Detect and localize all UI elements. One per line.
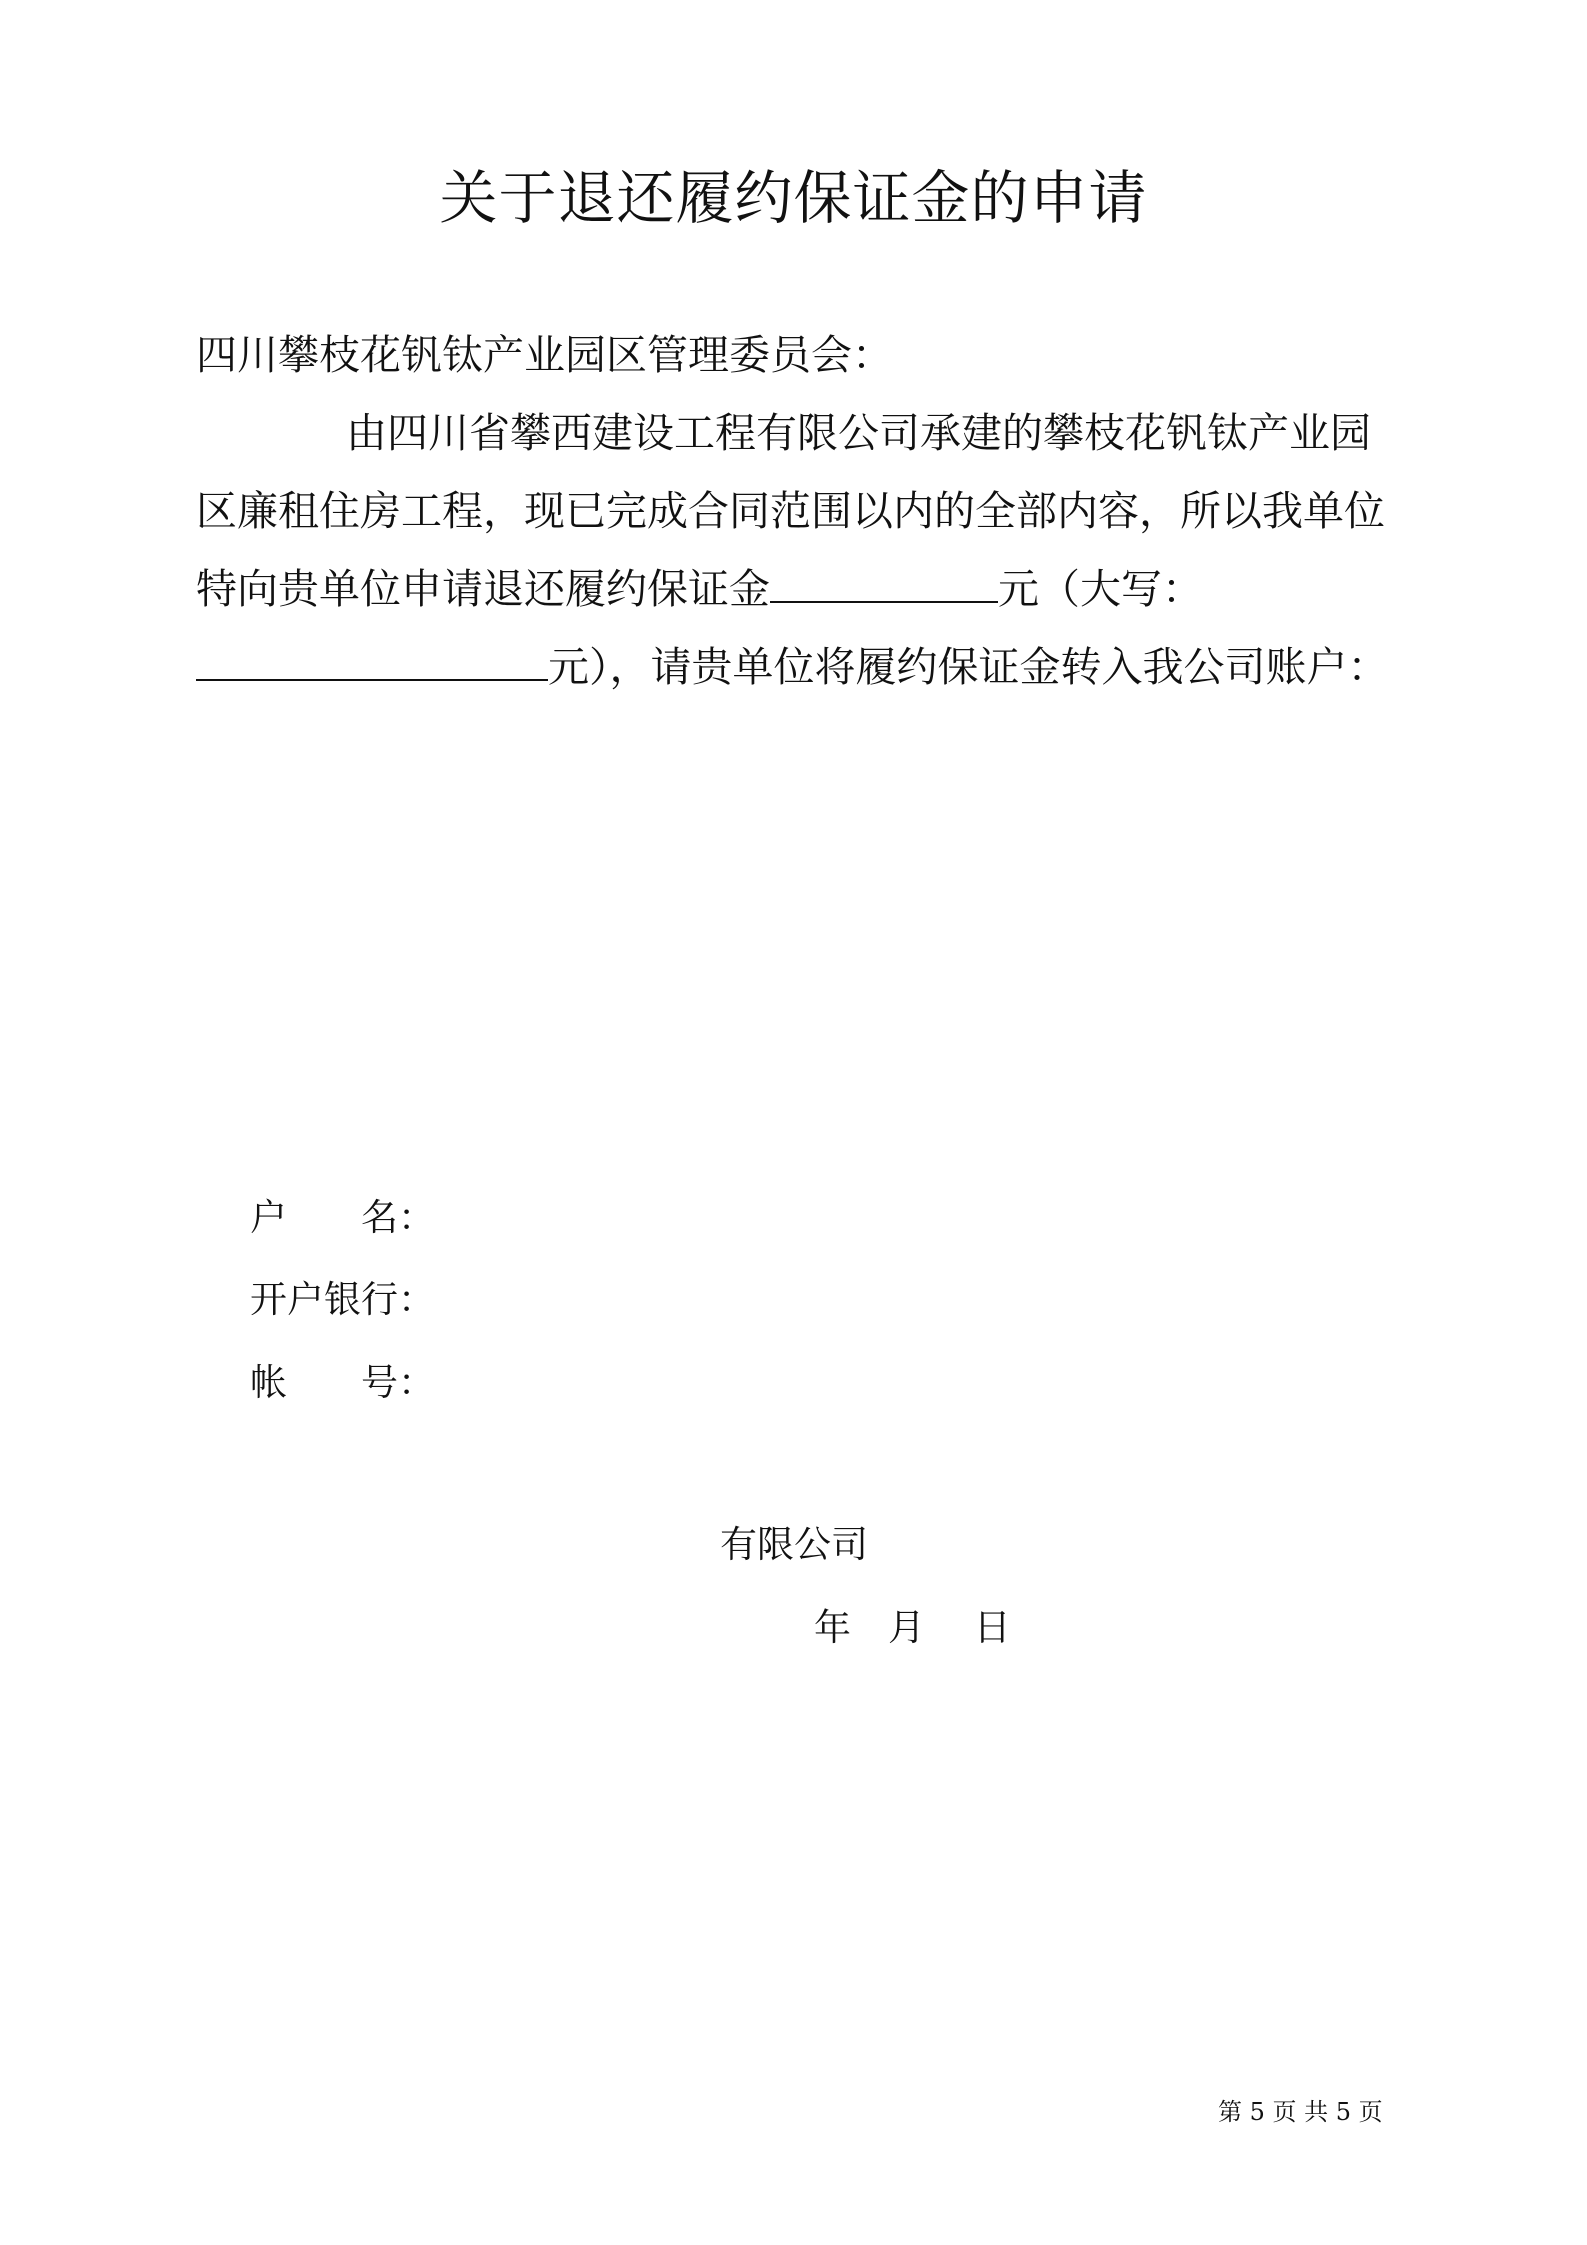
page-footer: 第 5 页 共 5 页 [1218,2098,1383,2126]
paragraph-text-part2: 元（大写： [998,565,1203,613]
bank-label: 开户银行： [250,1278,435,1321]
account-number-label: 帐 号： [250,1361,435,1404]
salutation: 四川攀枝花钒钛产业园区管理委员会： [196,331,893,379]
amount-blank-line [770,561,998,603]
signature-date: 年 月 日 [814,1606,1011,1649]
amount-in-words-blank-line [196,639,548,681]
request-paragraph [196,394,1406,706]
paragraph-text-part1: 由四川省攀西建设工程有限公司承建的攀枝花钒钛产业园区廉租住房工程，现已完成合同范围以内的全部内容，所以我单位特向贵单位申请退还履约保证金 [196,409,1385,613]
signature-company: 有限公司 [720,1523,868,1566]
account-name-label: 户 名： [250,1196,435,1239]
document-title: 关于退还履约保证金的申请 [439,164,1148,232]
paragraph-text-part3: 元），请贵单位将履约保证金转入我公司账户： [548,643,1389,691]
